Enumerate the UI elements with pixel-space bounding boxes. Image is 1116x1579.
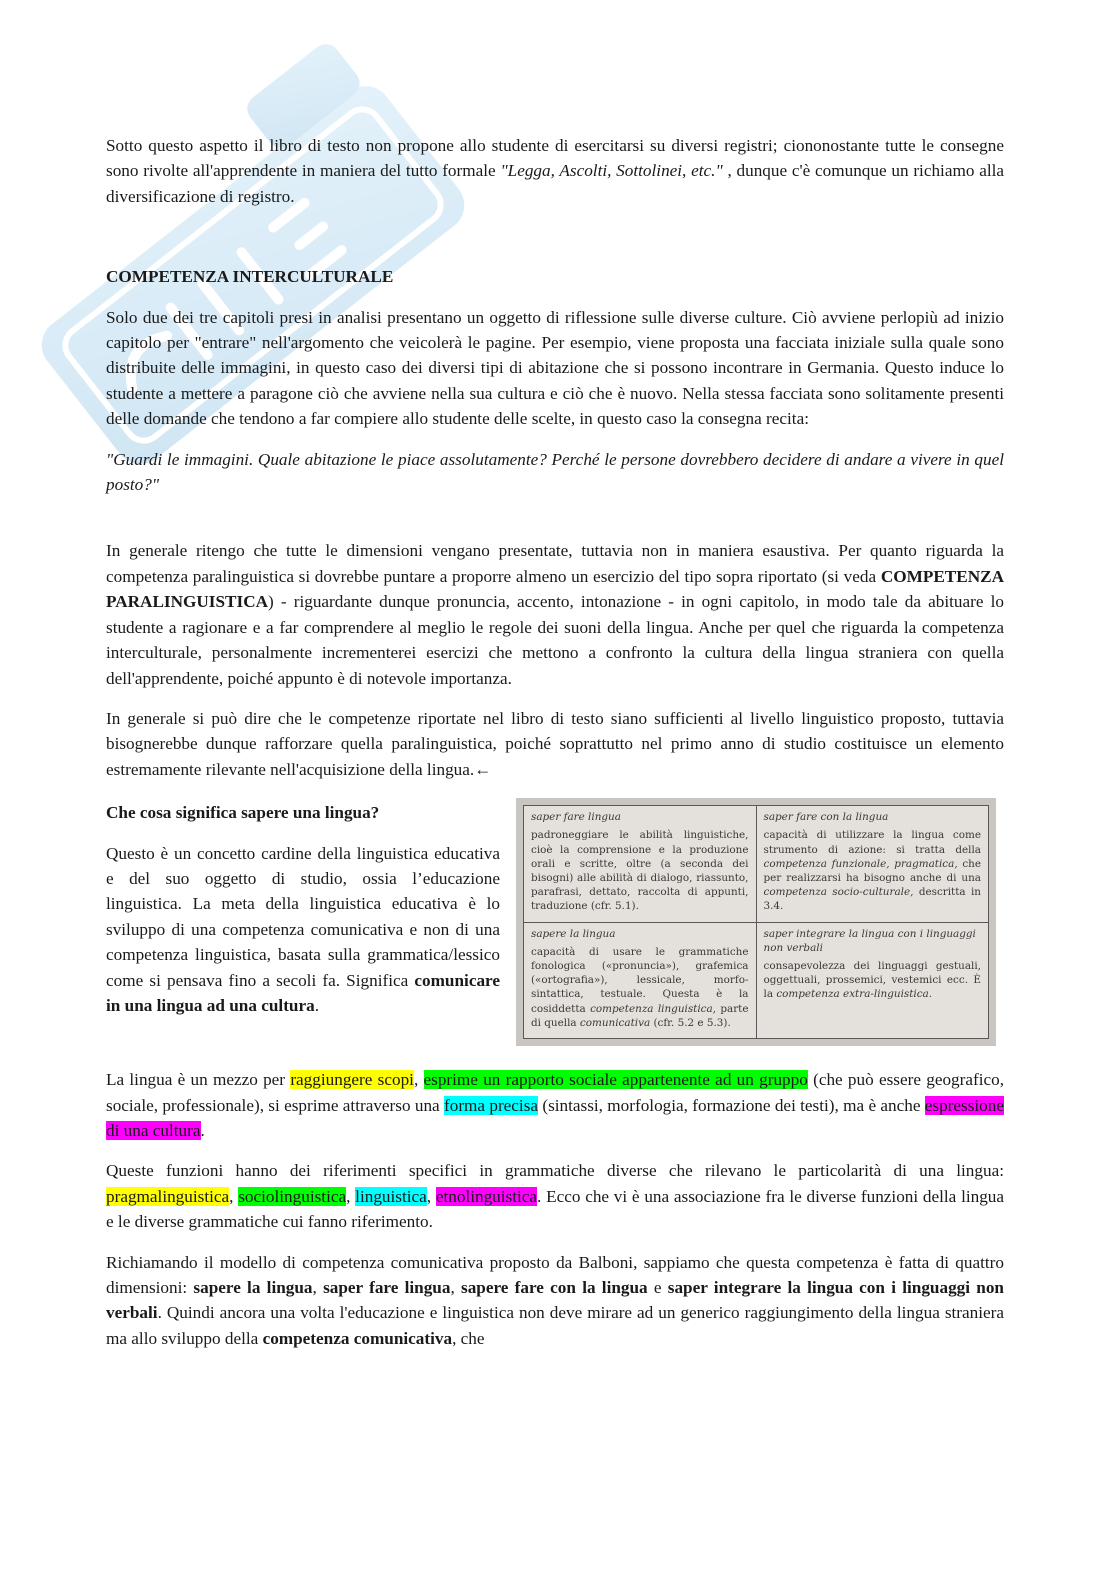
- highlight-forma-precisa: forma precisa: [444, 1095, 539, 1115]
- sapere-paragraph: Questo è un concetto cardine della linguistica educativa e del suo oggetto di studio, ossia l’educazione linguistica. La meta della linguistica educativa è lo sviluppo di una competenza comunicativa e non di una competenza linguistica, basata sulla grammatica/lessico come si pensava fino a secoli fa. Significa comunicare in una lingua ad una cultura.: [106, 843, 500, 1015]
- heading-competenza-interculturale: COMPETENZA INTERCULTURALE: [106, 267, 394, 287]
- highlight-scopi: raggiungere scopi: [290, 1070, 414, 1090]
- intercultural-paragraph: Solo due dei tre capitoli presi in analisi presentano un oggetto di riflessione sulle diverse culture. Ciò avviene perlopiù ad inizio capitolo per "entrare" nell'argomento che veicolerà le pagine. Per esempio, viene proposta una facciata iniziale sulla quale sono distribuite delle immagini, in questo caso dei diversi tipi di abitazione che si possono incontrare in Germania. Questo induce lo studente a mettere a paragone ciò che avviene nella sua cultura e ciò che è nuovo. Nella stessa facciata sono solitamente presenti delle domande che tendono a far compiere allo studente delle scelte, in questo caso la consegna recita:: [106, 307, 1004, 429]
- sapere-text-column: [106, 791, 500, 1018]
- page-content: [106, 133, 1004, 1351]
- table-cell-saper-integrare: saper integrare la lingua con i linguaggi non verbali consapevolezza dei linguaggi gestuali, oggettuali, prossemici, vestemici ecc. È la competenza extra-linguistica.: [756, 922, 989, 1039]
- table-cell-sapere-la-lingua: sapere la lingua capacità di usare le grammatiche fonologica («pronuncia»), grafemica («ortografia»), lessicale, morfo-sintattica, testuale. Questa è la cosiddetta competenza linguistica, parte di quella comunicativa (cfr. 5.2 e 5.3).: [524, 922, 757, 1039]
- competence-table-figure: [516, 798, 996, 1046]
- highlight-rapporto-sociale: esprime un rapporto sociale appartenente ad un gruppo: [423, 1070, 808, 1090]
- highlight-cultura: espressione di una cultura: [106, 1095, 1004, 1140]
- grammars-paragraph: Queste funzioni hanno dei riferimenti specifici in grammatiche diverse che rilevano le particolarità di una lingua: pragmalinguistica, sociolinguistica, linguistica, etnolinguistica. Ecco che vi è una associazione fra le diverse funzioni della lingua e le diverse grammatiche cui fanno riferimento.: [106, 1161, 1005, 1232]
- intro-paragraph: Sotto questo aspetto il libro di testo non propone allo studente di esercitarsi su diversi registri; ciononostante tutte le consegne sono rivolte all'apprendente in maniera del tutto formale "Legga, Ascolti, Sottolinei, etc." , dunque c'è comunque un richiamo alla diversificazione di registro.: [106, 136, 1005, 206]
- highlight-etnolinguistica: etnolinguistica: [435, 1186, 538, 1206]
- highlight-sociolinguistica: sociolinguistica: [238, 1186, 347, 1206]
- conclusion-paragraph-1: In generale ritengo che tutte le dimensioni vengano presentate, tuttavia non in maniera esaustiva. Per quanto riguarda la competenza paralinguistica si dovrebbe puntare a proporre almeno un esercizio del tipo sopra riportato (si veda COMPETENZA PARALINGUISTICA) - riguardante dunque pronuncia, accento, intonazione - in ogni capitolo, in modo tale da abituare lo studente a ragionare e a far comprendere al meglio le regole dei suoni della lingua. Anche per quel che riguarda la competenza interculturale, personalmente incrementerei esercizi che mettono a confronto la cultura della lingua straniera con quella dell'apprendente, poiché appunto è di notevole importanza.: [106, 541, 1004, 688]
- highlight-linguistica: linguistica: [355, 1186, 427, 1206]
- highlight-pragmalinguistica: pragmalinguistica: [106, 1186, 230, 1206]
- conclusion-paragraph-2: In generale si può dire che le competenze riportate nel libro di testo siano sufficienti al livello linguistico proposto, tuttavia bisognerebbe dunque rafforzare quella paralinguistica, poiché soprattutto nel primo anno di studio costituisce un elemento estremamente rilevante nell'acquisizione della lingua.←: [106, 708, 1004, 779]
- balboni-model-paragraph: Richiamando il modello di competenza comunicativa proposto da Balboni, sappiamo che questa competenza è fatta di quattro dimensioni: sapere la lingua, saper fare lingua, sapere fare con la lingua e saper integrare la lingua con i linguaggi non verbali. Quindi ancora una volta l'educazione e linguistica non deve mirare ad un generico raggiungimento della lingua straniera ma allo sviluppo della competenza comunicativa, che: [106, 1252, 1004, 1348]
- table-cell-saper-fare-con-la-lingua: saper fare con la lingua capacità di utilizzare la lingua come strumento di azione: si tratta della competenza funzionale, pragmatica, che per realizzarsi ha bisogno anche di una competenza socio-culturale, descritta in 3.4.: [756, 806, 989, 923]
- competence-table: [523, 805, 989, 1039]
- intercultural-quote: "Guardi le immagini. Quale abitazione le piace assolutamente? Perché le persone dovrebbero decidere di andare a vivere in quel posto?": [106, 449, 1004, 495]
- table-cell-saper-fare-lingua: saper fare lingua padroneggiare le abilità linguistiche, cioè la comprensione e la produzione orali e scritte, oltre (a seconda dei bisogni) alle abilità di dialogo, riassunto, parafrasi, dettato, raccolta di appunti, traduzione (cfr. 5.1).: [524, 806, 757, 923]
- sapere-section: [106, 791, 1004, 1061]
- italic-example: "Legga, Ascolti, Sottolinei, etc.": [500, 161, 723, 181]
- heading-sapere-una-lingua: Che cosa significa sapere una lingua?: [106, 803, 380, 823]
- functions-paragraph: La lingua è un mezzo per raggiungere scopi, esprime un rapporto sociale appartenente ad un gruppo (che può essere geografico, sociale, professionale), si esprime attraverso una forma precisa (sintassi, morfologia, formazione dei testi), ma è anche espressione di una cultura.: [106, 1070, 1005, 1140]
